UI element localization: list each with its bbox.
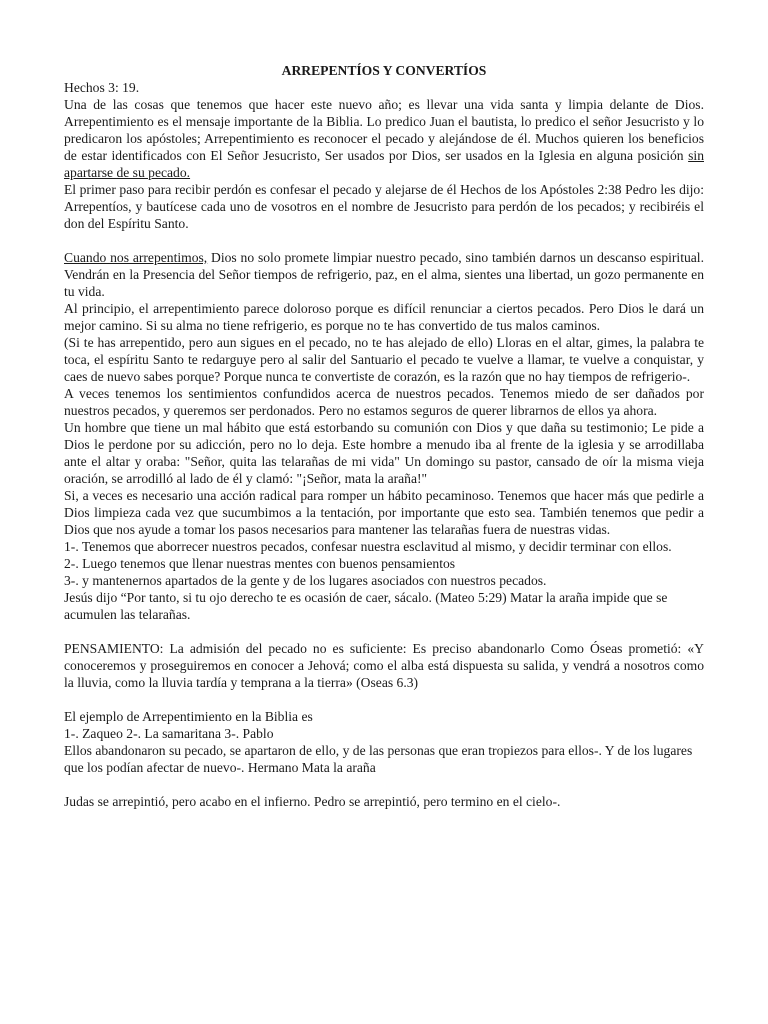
paragraph-still-in-sin: (Si te has arrepentido, pero aun sigues en el pecado, no te has alejado de ello) Lloras en el altar, gimes, la palabra te toca, el espíritu Santo te redarguye pero al salir del Santuario el pecado te vuelve a llamar, te vuelve a conquistar, y caes de nuevo sabes porque? Porque nunca te convertiste de corazón, es la razón que no hay tiempos de refrigerio-. — [64, 335, 704, 384]
paragraph-intro — [64, 96, 704, 181]
spacer — [64, 623, 704, 640]
paragraph-repentance-text: Dios no solo promete limpiar nuestro pecado, sino también darnos un descanso espiritual. Vendrán en la Presencia del Señor tiempos de refrigerio, paz, en el alma, sientes una libertad, un gozo permanente en tu vida. — [64, 250, 704, 299]
paragraph-judas-pedro: Judas se arrepintió, pero acabo en el infierno. Pedro se arrepintió, pero termino en el cielo-. — [64, 794, 561, 809]
document-title: ARREPENTÍOS Y CONVERTÍOS — [281, 63, 487, 78]
list-item-2: 2-. Luego tenemos que llenar nuestras mentes con buenos pensamientos — [64, 556, 456, 571]
paragraph-story: Un hombre que tiene un mal hábito que está estorbando su comunión con Dios y que daña su testimonio; Le pide a Dios le perdone por su adicción, pero no lo deja. Este hombre a menudo iba al frente de la iglesia y se arrodillaba ante el altar y oraba: "Señor, quita las telarañas de mi vida" Un domingo su pastor, cansado de oír la misma vieja oración, se arrodilló al lado de él y clamó: "¡Señor, mata la araña!" — [64, 420, 704, 486]
underlined-phrase: sin apartarse de su pecado. — [64, 148, 704, 180]
paragraph-intro-text: Una de las cosas que tenemos que hacer este nuevo año; es llevar una vida santa y limpia delante de Dios. Arrepentimiento es el mensaje importante de la Biblia. Lo predico Juan el bautista, lo predico el señor Jesucristo y lo predicaron los apóstoles; Arrepentimiento es reconocer el pecado y alejándose de él. Muchos quieren los beneficios de estar identificados con El Señor Jesucristo, Ser usados por Dios, ser usados en la Iglesia en alguna posición — [64, 97, 704, 163]
paragraph-beginning: Al principio, el arrepentimiento parece doloroso porque es difícil renunciar a ciertos pecados. Pero Dios le dará un mejor camino. Si su alma no tiene refrigerio, es porque no te has convertido de tus malos caminos. — [64, 301, 704, 333]
paragraph-radical-action: Si, a veces es necesario una acción radical para romper un hábito pecaminoso. Tenemos que hacer más que pedirle a Dios limpieza cada vez que sucumbimos a la tentación, por importante que esto sea. También tenemos que pedir a Dios que nos ayude a tomar los pasos necesarios para mantener las telarañas fuera de nuestras vidas. — [64, 488, 704, 537]
spacer — [64, 232, 704, 249]
scripture-reference: Hechos 3: 19. — [64, 80, 140, 95]
paragraph-jesus-said: Jesús dijo “Por tanto, si tu ojo derecho te es ocasión de caer, sácalo. (Mateo 5:29) Matar la araña impide que se acumulen las telarañas. — [64, 590, 668, 622]
list-item-1: 1-. Tenemos que aborrecer nuestros pecados, confesar nuestra esclavitud al mismo, y decidir terminar con ellos. — [64, 539, 672, 554]
spacer — [64, 691, 704, 708]
underlined-phrase: Cuando nos arrepentimos, — [64, 250, 208, 265]
list-item-3: 3-. y mantenernos apartados de la gente y de los lugares asociados con nuestros pecados. — [64, 573, 547, 588]
paragraph-feelings: A veces tenemos los sentimientos confundidos acerca de nuestros pecados. Tenemos miedo de ser dañados por nuestros pecados, y queremos ser perdonados. Pero no estamos seguros de querer librarnos de ellos ya ahora. — [64, 386, 704, 418]
spacer — [64, 776, 704, 793]
document-page — [64, 62, 704, 810]
paragraph-first-step: El primer paso para recibir perdón es confesar el pecado y alejarse de él Hechos de los Apóstoles 2:38 Pedro les dijo: Arrepentíos, y bautícese cada uno de vosotros en el nombre de Jesucristo para perdón de los pecados; y recibiréis el don del Espíritu Santo. — [64, 182, 704, 231]
paragraph-repentance — [64, 249, 704, 300]
paragraph-thought: PENSAMIENTO: La admisión del pecado no es suficiente: Es preciso abandonarlo Como Óseas prometió: «Y conoceremos y proseguiremos en conocer a Jehová; como el alba está dispuesta su salida, y vendrá a nosotros como la lluvia, como la lluvia tardía y temprana a la tierra» (Oseas 6.3) — [64, 641, 704, 690]
examples-list: 1-. Zaqueo 2-. La samaritana 3-. Pablo — [64, 726, 274, 741]
examples-heading: El ejemplo de Arrepentimiento en la Biblia es — [64, 709, 313, 724]
paragraph-abandoned-sin: Ellos abandonaron su pecado, se apartaron de ello, y de las personas que eran tropiezos para ellos-. Y de los lugares que los podían afectar de nuevo-. Hermano Mata la araña — [64, 743, 693, 775]
